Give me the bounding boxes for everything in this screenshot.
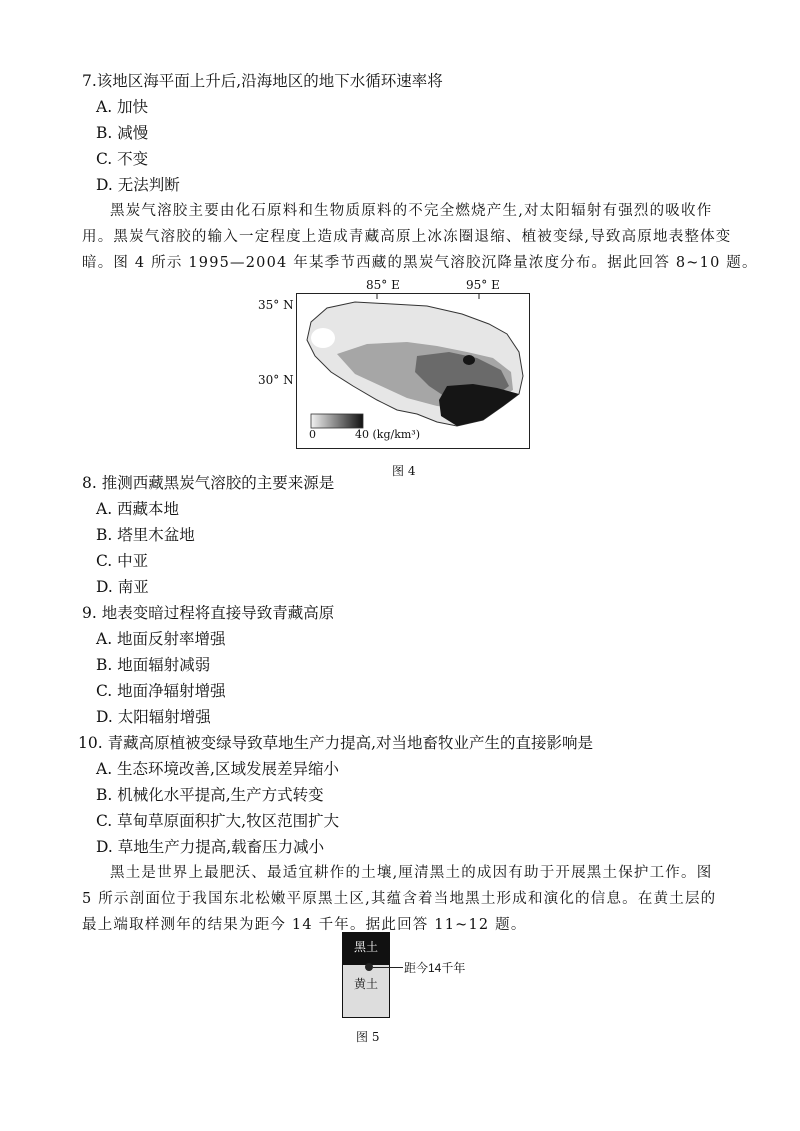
q7-option-a: A. 加快 xyxy=(96,98,149,116)
q10-option-d: D. 草地生产力提高,载畜压力减小 xyxy=(96,838,325,856)
q10-stem: 10. 青藏高原植被变绿导致草地生产力提高,对当地畜牧业产生的直接影响是 xyxy=(78,734,594,752)
q8-option-a: A. 西藏本地 xyxy=(96,500,180,518)
q10-option-c: C. 草甸草原面积扩大,牧区范围扩大 xyxy=(96,812,340,830)
q10-option-b: B. 机械化水平提高,生产方式转变 xyxy=(96,786,324,804)
legend-bar xyxy=(311,414,363,428)
tibet-white-area xyxy=(311,328,335,348)
lat-label-35: 35° N xyxy=(258,298,294,312)
passage1-line-2: 用。黑炭气溶胶的输入一定程度上造成青藏高原上冰冻圈退缩、植被变绿,导致高原地表整体变 xyxy=(82,229,732,245)
tibet-dark-spot xyxy=(463,355,475,365)
q10-option-a: A. 生态环境改善,区域发展差异缩小 xyxy=(96,760,339,778)
sample-age-label: 距今14千年 xyxy=(404,961,466,975)
q9-option-d: D. 太阳辐射增强 xyxy=(96,708,211,726)
lat-label-30: 30° N xyxy=(258,373,294,387)
soil-profile xyxy=(342,932,390,1018)
q9-stem: 9. 地表变暗过程将直接导致青藏高原 xyxy=(82,604,335,622)
lon-label-85: 85° E xyxy=(366,278,400,292)
q8-stem: 8. 推测西藏黑炭气溶胶的主要来源是 xyxy=(82,474,335,492)
figure5-caption: 图 5 xyxy=(356,1030,380,1044)
q7-option-d: D. 无法判断 xyxy=(96,176,180,194)
passage2-line-3: 最上端取样测年的结果为距今 14 千年。据此回答 11~12 题。 xyxy=(82,917,527,933)
passage2-line-1: 黑土是世界上最肥沃、最适宜耕作的土壤,厘清黑土的成因有助于开展黑土保护工作。图 xyxy=(110,865,713,881)
lon-label-95: 95° E xyxy=(466,278,500,292)
map-svg xyxy=(297,294,529,448)
passage2-line-2: 5 所示剖面位于我国东北松嫩平原黑土区,其蕴含着当地黑土形成和演化的信息。在黄土层的 xyxy=(82,891,717,907)
figure4-caption: 图 4 xyxy=(392,464,416,478)
yellow-soil-layer: 黄土 xyxy=(343,965,389,1017)
q9-option-b: B. 地面辐射减弱 xyxy=(96,656,211,674)
q7-option-b: B. 减慢 xyxy=(96,124,149,142)
q7-option-c: C. 不变 xyxy=(96,150,149,168)
q8-option-b: B. 塔里木盆地 xyxy=(96,526,195,544)
q9-option-a: A. 地面反射率增强 xyxy=(96,630,226,648)
passage1-line-1: 黑炭气溶胶主要由化石原料和生物质原料的不完全燃烧产生,对太阳辐射有强烈的吸收作 xyxy=(110,203,713,219)
q9-option-c: C. 地面净辐射增强 xyxy=(96,682,226,700)
marker-leader-line xyxy=(373,967,403,968)
legend-max-label: 40 (kg/km³) xyxy=(355,428,420,441)
q7-stem: 7.该地区海平面上升后,沿海地区的地下水循环速率将 xyxy=(82,72,443,90)
legend-min-label: 0 xyxy=(309,428,316,441)
passage1-line-3: 暗。图 4 所示 1995—2004 年某季节西藏的黑炭气溶胶沉降量浓度分布。据此回答 8~10 题。 xyxy=(82,255,758,271)
q8-option-d: D. 南亚 xyxy=(96,578,149,596)
tibet-bc-deposition-map xyxy=(296,293,530,449)
sample-marker-icon xyxy=(365,963,373,971)
black-soil-layer: 黑土 xyxy=(343,933,389,965)
q8-option-c: C. 中亚 xyxy=(96,552,149,570)
